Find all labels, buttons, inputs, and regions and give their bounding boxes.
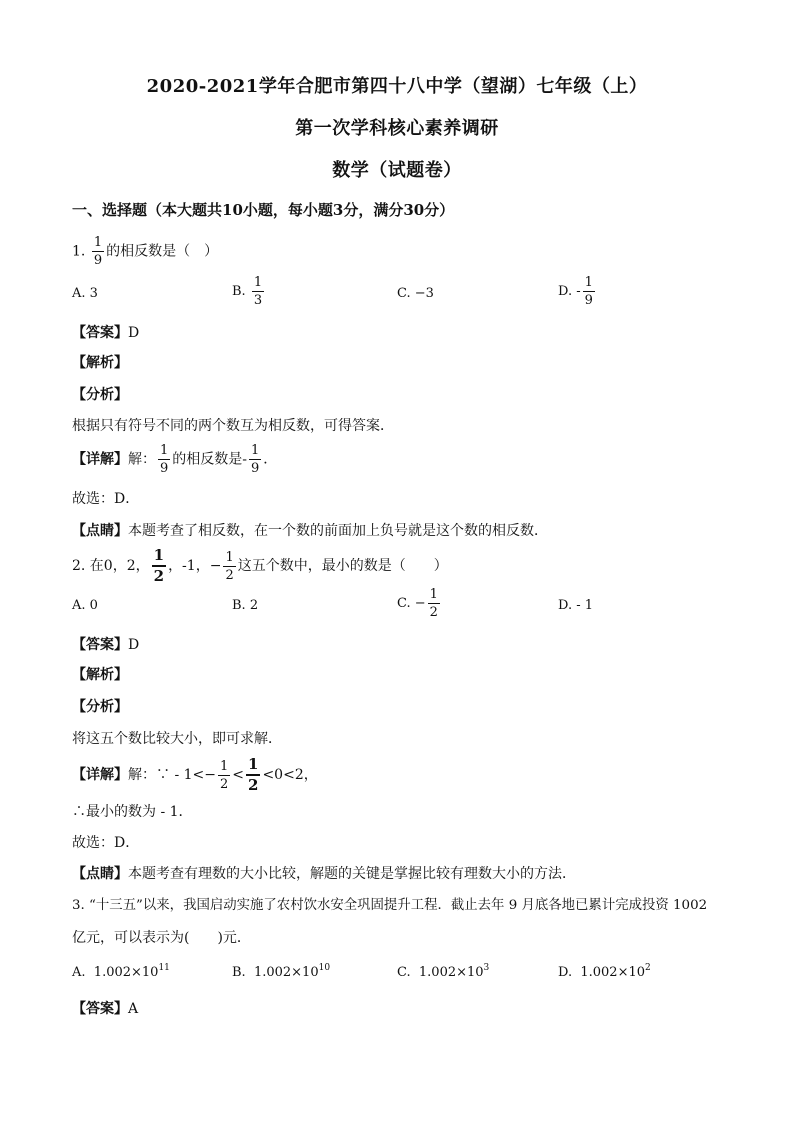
section-heading: 一、选择题（本大题共10小题，每小题3分，满分30分） [72,201,455,219]
q1-option-b: B. $\frac{1}{3}$ [232,275,263,308]
q2-fenxi: 将这五个数比较大小，即可求解． [72,731,282,747]
doc-subject: 数学（试题卷） [332,160,462,181]
q2-option-a: A. 0 [72,598,98,613]
question-1-stem: 1. $\frac{1}{9}$ 的相反数是（ ） [72,235,219,268]
q2-fenxi-tag: 【分析】 [72,699,128,715]
q1-answer: 【答案】D [72,325,140,341]
q3-answer: 【答案】A [72,1001,139,1017]
q2-option-c: C. − $\frac{1}{2}$ [397,587,438,620]
q2-option-b: B. 2 [232,598,259,613]
fraction: $\frac{1}{9}$ [93,235,103,268]
q1-detail: 【详解】解： $\frac{1}{9}$ 的相反数是- $\frac{1}{9}$ ． [72,443,278,476]
q3-option-d: D. $1.002\times 10^2$ [558,963,651,980]
q3-option-b: B. $1.002\times 10^{10}$ [232,963,331,980]
q2-therefore: ∴最小的数为 - 1． [72,804,193,820]
doc-subtitle: 第一次学科核心素养调研 [295,118,499,139]
q1-fenxi-tag: 【分析】 [72,387,128,403]
q1-option-a: A. 3 [72,286,98,301]
q1-choose: 故选：D． [72,491,140,507]
question-number: 1. [72,243,86,260]
q1-option-c: C. −3 [397,286,434,301]
q1-option-d: D. - $\frac{1}{9}$ [558,275,593,308]
q2-detail: 【详解】解：∵ - 1<− $\frac{1}{2}$ < $\frac{1}{2}$ <0<2， [72,755,318,794]
question-3-stem-line2: 亿元，可以表示为( )元． [72,930,251,946]
question-2-stem: 2. 在0，2， $\frac{1}{2}$ ，-1，− $\frac{1}{2}$ 这五个数中，最小的数是（ ） [72,546,448,585]
q1-analysis-tag: 【解析】 [72,355,128,371]
question-3-stem-line1: 3. “十三五”以来，我国启动实施了农村饮水安全巩固提升工程．截止去年 9 月底各地已累计完成投资 1002 [72,898,708,913]
q2-choose: 故选：D． [72,835,140,851]
q1-dianjing: 【点睛】本题考查了相反数，在一个数的前面加上负号就是这个数的相反数． [72,523,548,539]
q3-option-a: A. $1.002\times 10^{11}$ [72,963,170,980]
q2-answer: 【答案】D [72,637,140,653]
q2-analysis-tag: 【解析】 [72,667,128,683]
q1-fenxi: 根据只有符号不同的两个数互为相反数，可得答案． [72,418,394,434]
q2-dianjing: 【点睛】本题考查有理数的大小比较，解题的关键是掌握比较有理数大小的方法． [72,866,576,882]
q2-option-d: D. - 1 [558,598,594,613]
doc-title: 2020-2021学年合肥市第四十八中学（望湖）七年级（上） [146,76,648,97]
q3-option-c: C. $1.002\times 10^3$ [397,963,490,980]
